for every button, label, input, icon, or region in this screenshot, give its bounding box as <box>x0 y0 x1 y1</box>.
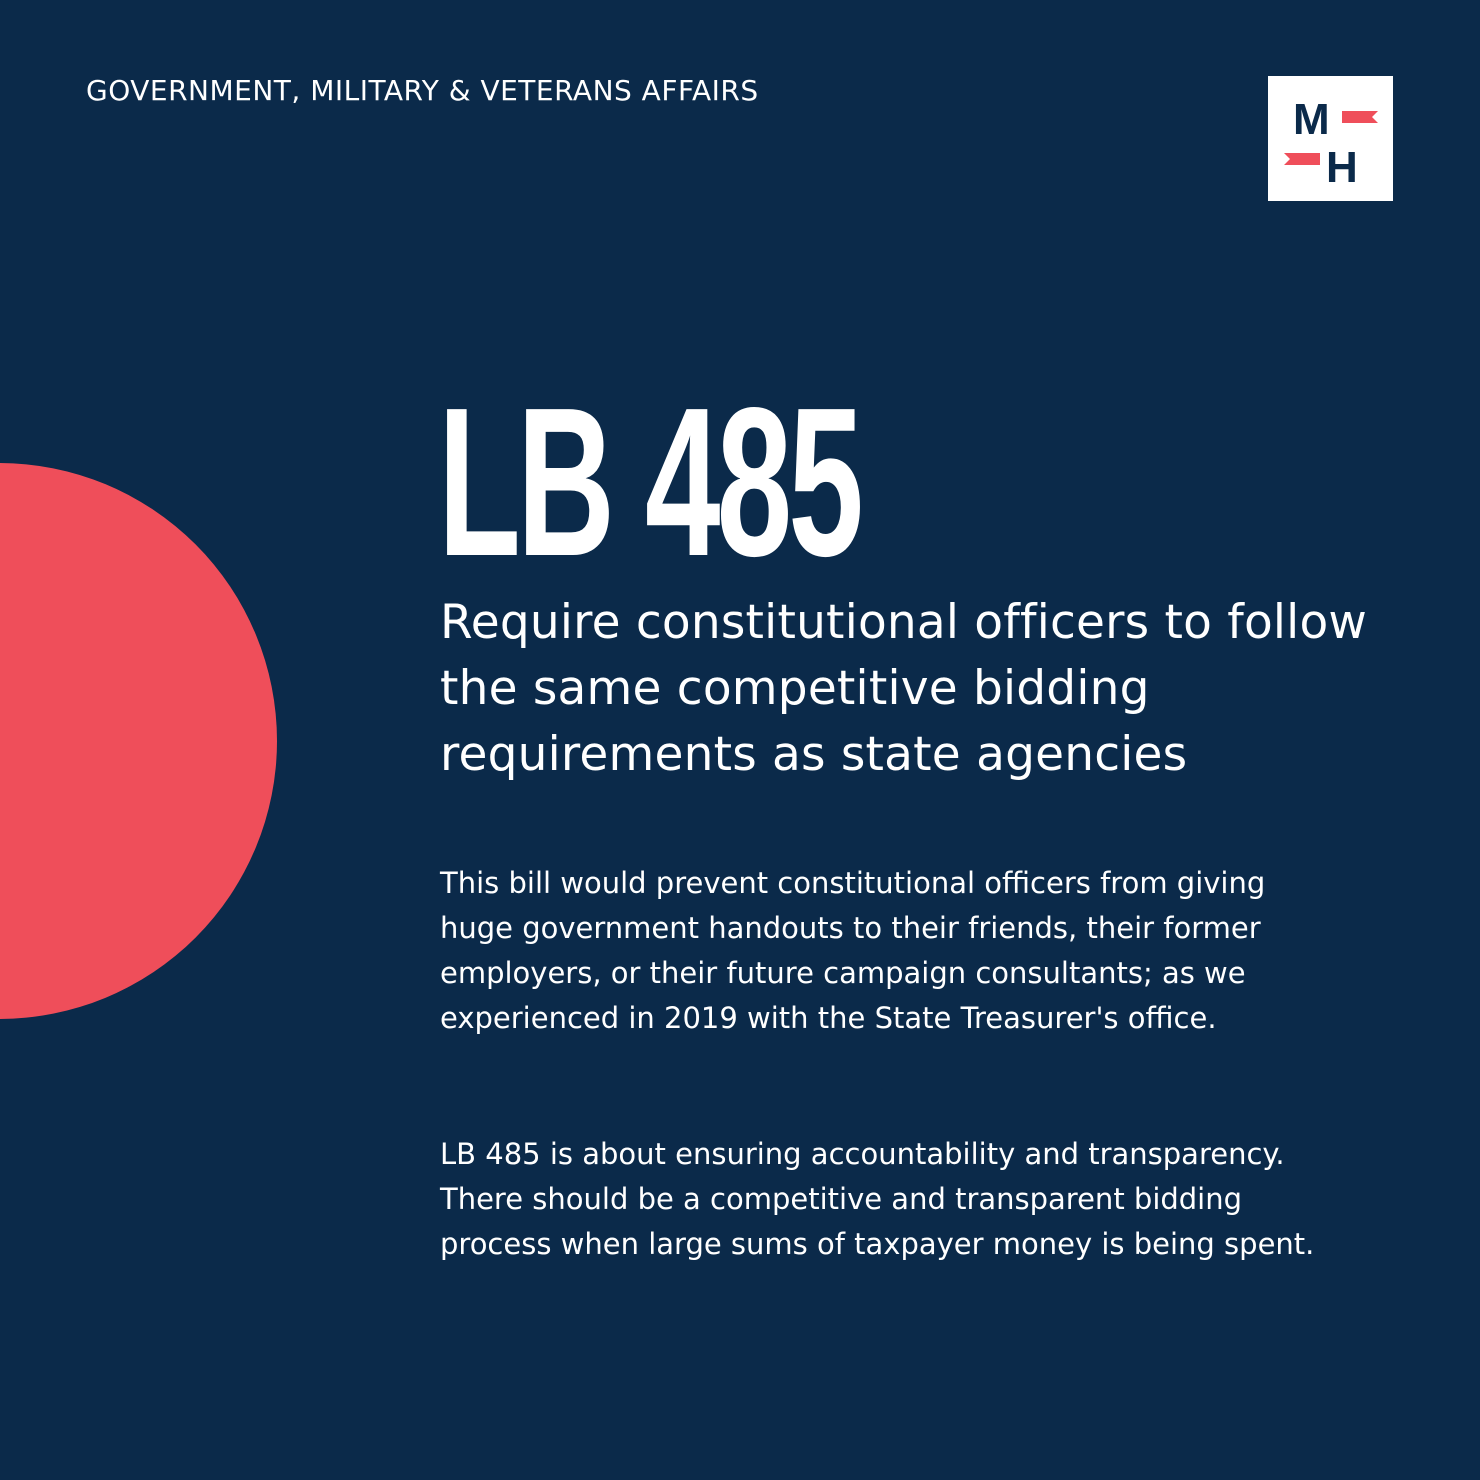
bill-description-paragraph: This bill would prevent constitutional officers from giving huge government handouts to their friends, their former employers, or their future campaign consultants; as we experienced in 2019 with the State Treasurer's office. <box>440 866 1266 1035</box>
decorative-circle <box>0 463 277 1019</box>
bill-headline: Require constitutional officers to follow the same competitive bidding requirements as state agencies <box>440 595 1368 782</box>
mh-logo <box>1268 76 1393 201</box>
logo-flag-top-icon <box>1342 111 1378 123</box>
bill-number: LB 485 <box>438 363 860 600</box>
logo-letter-m: M <box>1293 95 1330 144</box>
bill-summary-paragraph: LB 485 is about ensuring accountability and transparency. There should be a competitive and transparent bidding process when large sums of taxpayer money is being spent. <box>440 1137 1315 1261</box>
logo-flag-bottom-icon <box>1284 153 1320 165</box>
category-label: GOVERNMENT, MILITARY & VETERANS AFFAIRS <box>86 74 759 107</box>
logo-letter-h: H <box>1326 143 1358 192</box>
mh-logo-mark <box>1268 76 1393 201</box>
